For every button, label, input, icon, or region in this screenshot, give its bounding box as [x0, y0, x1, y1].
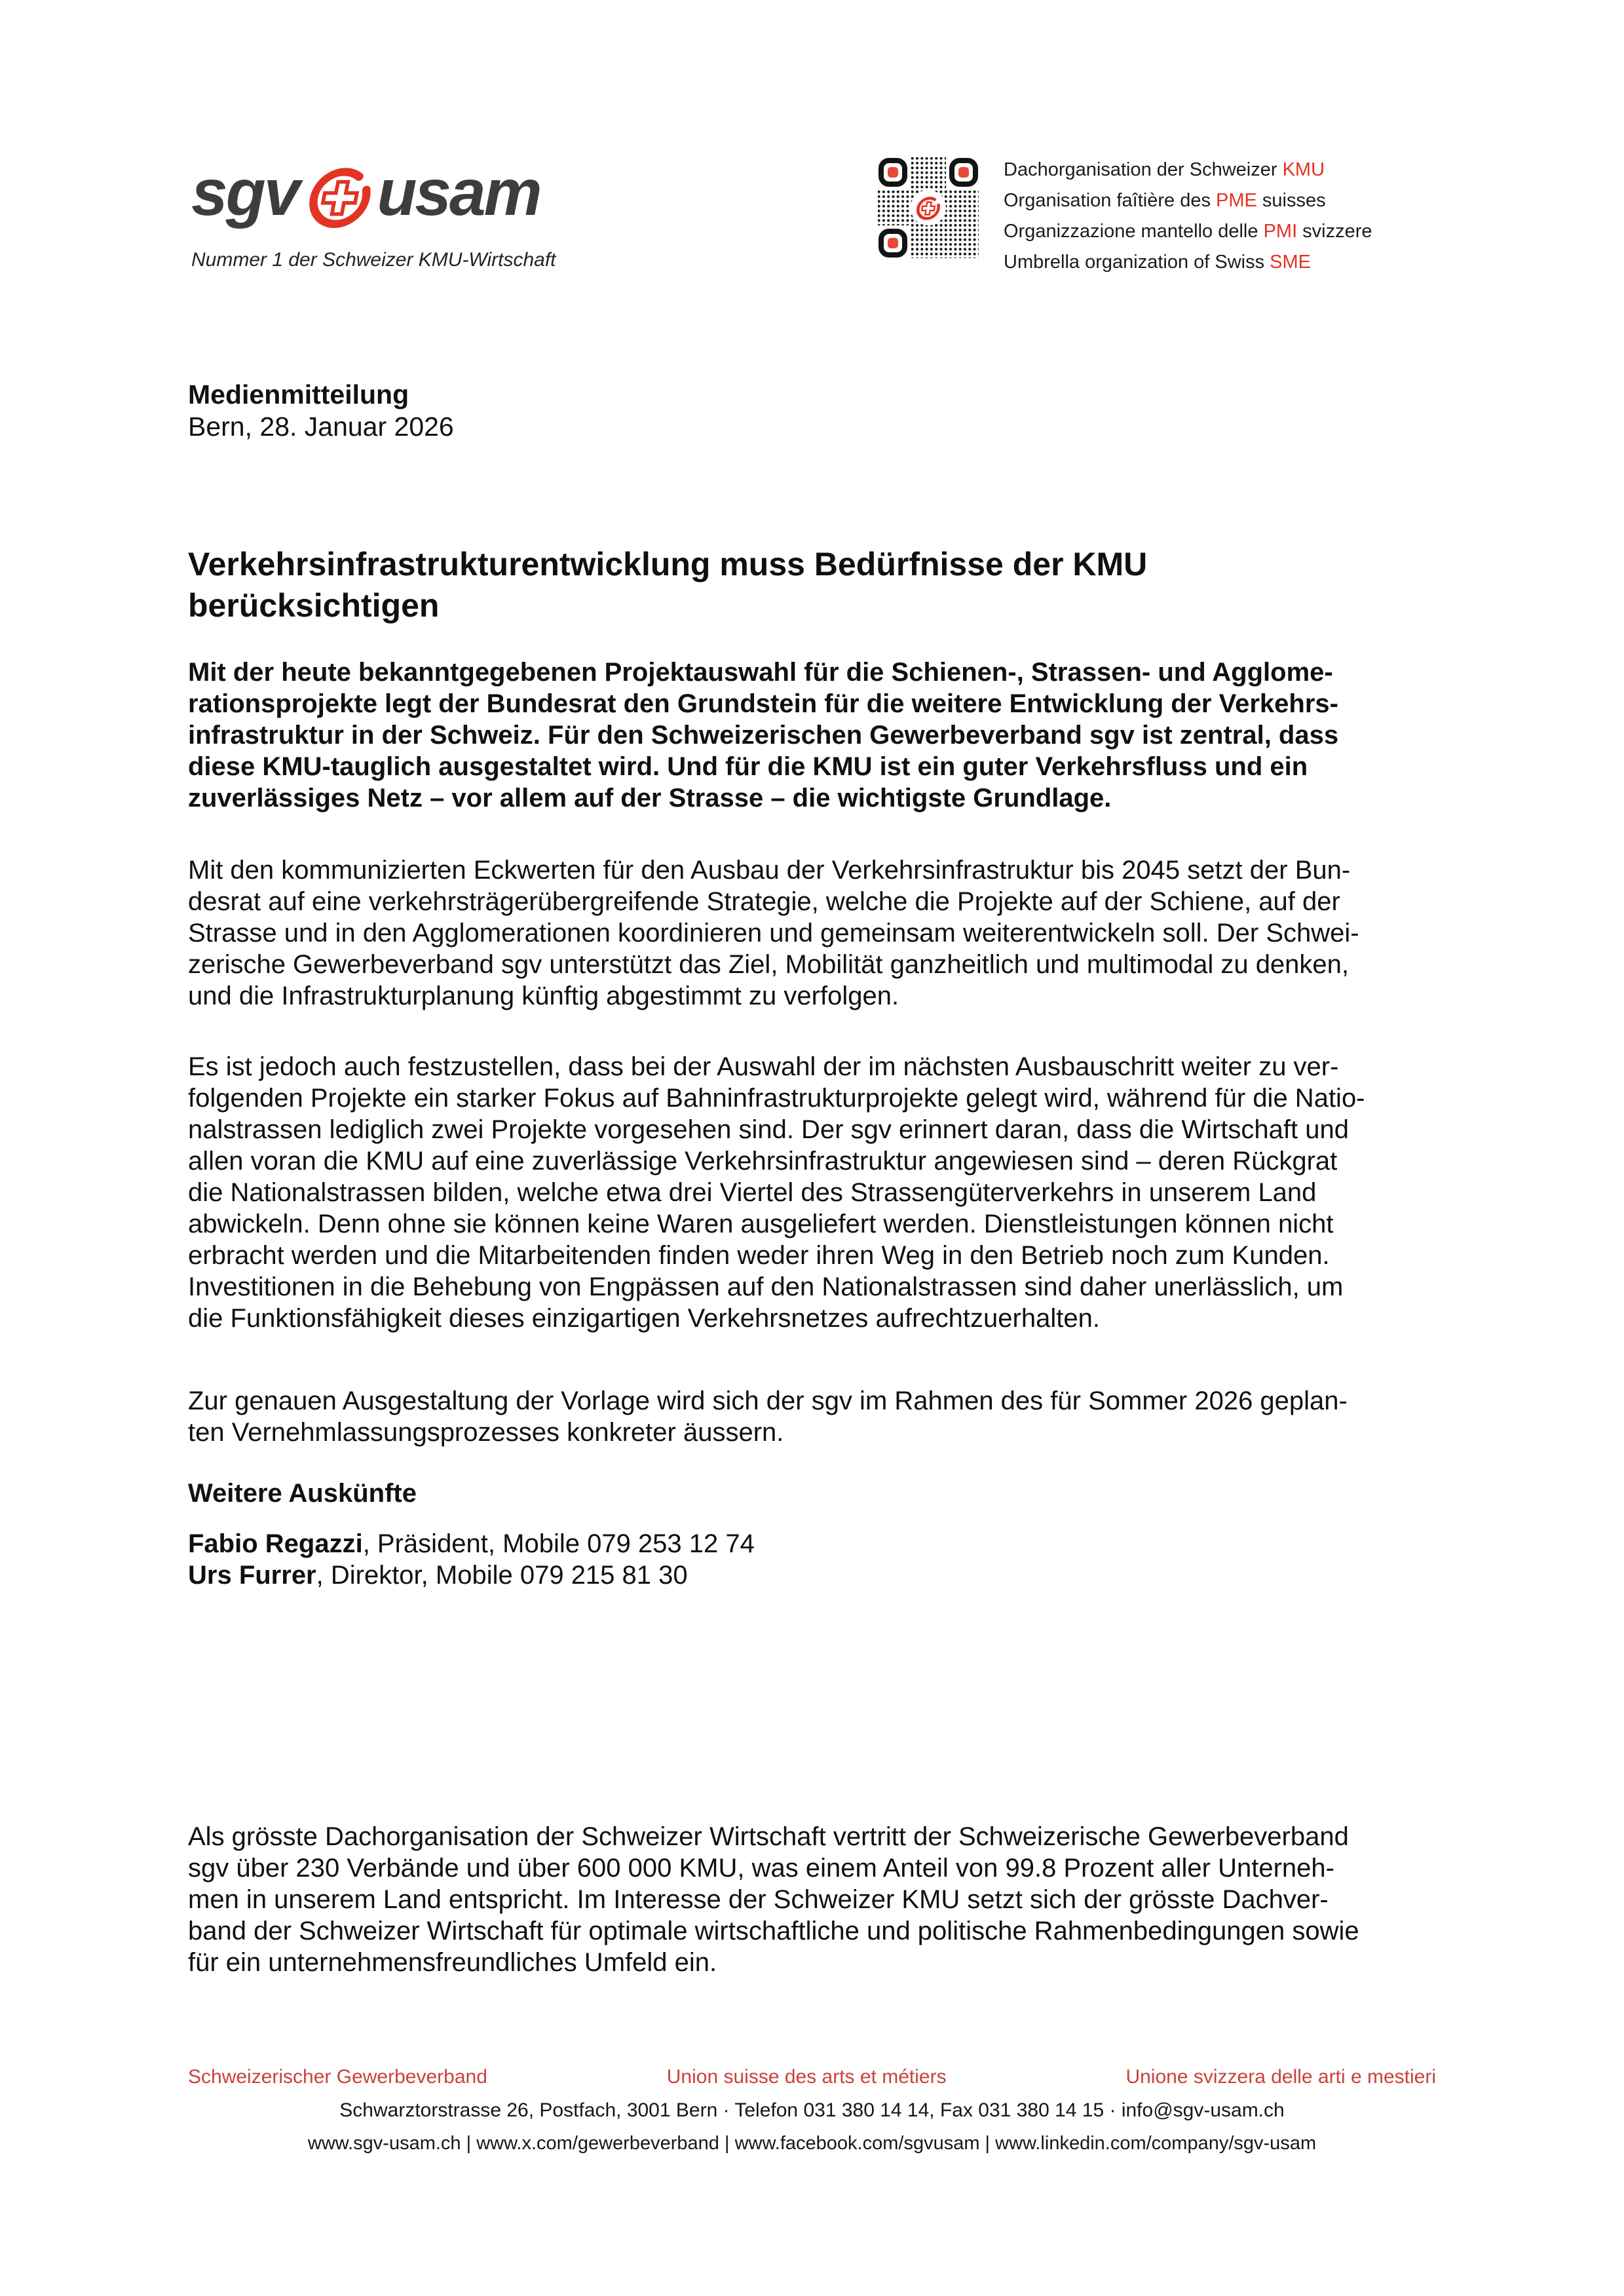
org-line-text: Umbrella organization of Swiss	[1004, 252, 1270, 273]
at-swiss-cross-icon	[305, 161, 373, 240]
text-line: nalstrassen lediglich zwei Projekte vorgesehen sind. Der sgv erinnert daran, dass die Wirtschaft und	[188, 1115, 1349, 1144]
org-line-suffix: suisses	[1256, 190, 1326, 211]
text-line: desrat auf eine verkehrsträgerübergreifende Strategie, welche die Projekte auf der Schiene, auf der	[188, 887, 1340, 916]
org-line-text: Organizzazione mantello delle	[1004, 221, 1264, 242]
logo-text-usam: usam	[377, 156, 540, 229]
text-line: abwickeln. Denn ohne sie können keine Waren ausgeliefert werden. Dienstleistungen können nicht	[188, 1210, 1334, 1238]
text-line: berücksichtigen	[188, 587, 440, 624]
text-line: Mit der heute bekanntgegebenen Projektauswahl für die Schienen-, Strassen- und Agglome-	[188, 658, 1333, 687]
text-line: sgv über 230 Verbände und über 600 000 KMU, was einem Anteil von 99.8 Prozent aller Unterneh-	[188, 1854, 1334, 1883]
body-paragraph-3	[188, 1385, 1348, 1448]
org-line-accent: PMI	[1263, 221, 1298, 242]
org-line-accent: KMU	[1282, 159, 1325, 180]
text-line: folgenden Projekte ein starker Fokus auf Bahninfrastrukturprojekte gelegt wird, während für die Natio-	[188, 1084, 1365, 1113]
logo-tagline: Nummer 1 der Schweizer KMU-Wirtschaft	[191, 249, 556, 271]
sgv-usam-logo	[191, 156, 556, 271]
contact-line	[188, 1528, 755, 1559]
text-line: zuverlässiges Netz – vor allem auf der Strasse – die wichtigste Grundlage.	[188, 784, 1112, 813]
text-line: men in unserem Land entspricht. Im Interesse der Schweizer KMU setzt sich der grösste Dachver-	[188, 1885, 1329, 1914]
org-line-accent: PME	[1216, 190, 1257, 211]
qr-finder-top-left	[881, 161, 905, 184]
boilerplate-paragraph	[188, 1821, 1359, 1978]
org-descriptions	[1004, 155, 1372, 278]
footer-org-it: Unione svizzera delle arti e mestieri	[1125, 2066, 1436, 2088]
org-line-fr	[1004, 185, 1372, 216]
text-line: diese KMU-tauglich ausgestaltet wird. Und für die KMU ist ein guter Verkehrsfluss und ein	[188, 752, 1308, 781]
page-title	[188, 544, 1147, 626]
dateline: Bern, 28. Januar 2026	[188, 411, 454, 442]
text-line: Es ist jedoch auch festzustellen, dass bei der Auswahl der im nächsten Ausbauschritt weiter zu ver-	[188, 1052, 1339, 1081]
text-line: Investitionen in die Behebung von Engpässen auf den Nationalstrassen sind daher unerlässlich, um	[188, 1272, 1344, 1301]
document-meta	[188, 379, 454, 443]
org-line-accent: SME	[1270, 252, 1312, 273]
text-line: Mit den kommunizierten Eckwerten für den Ausbau der Verkehrsinfrastruktur bis 2045 setzt der Bun-	[188, 856, 1351, 885]
text-line: die Funktionsfähigkeit dieses einzigartigen Verkehrsnetzes aufrechtzuerhalten.	[188, 1304, 1100, 1333]
document-type: Medienmitteilung	[188, 379, 409, 410]
text-line: Strasse und in den Agglomerationen koordinieren und gemeinsam weiterentwickeln soll. Der Schwei-	[188, 919, 1359, 947]
contact-name: Urs Furrer	[188, 1561, 316, 1590]
text-line: für ein unternehmensfreundliches Umfeld ein.	[188, 1948, 717, 1977]
footer-address: Schwarztorstrasse 26, Postfach, 3001 Bern · Telefon 031 380 14 14, Fax 031 380 14 15 · info@sgv-usam.ch	[339, 2099, 1285, 2121]
contact-line	[188, 1559, 755, 1591]
contact-details: , Direktor, Mobile 079 215 81 30	[316, 1561, 688, 1590]
lead-paragraph	[188, 657, 1338, 814]
text-line: Zur genauen Ausgestaltung der Vorlage wird sich der sgv im Rahmen des für Sommer 2026 geplan-	[188, 1387, 1348, 1415]
logo-text-sgv: sgv	[191, 156, 299, 229]
text-line: erbracht werden und die Mitarbeitenden finden weder ihren Weg in den Betrieb noch zum Kunden.	[188, 1241, 1330, 1270]
qr-code	[877, 156, 980, 259]
org-line-it	[1004, 216, 1372, 247]
text-line: allen voran die KMU auf eine zuverlässige Verkehrsinfrastruktur angewiesen sind – deren Rückgrat	[188, 1147, 1338, 1176]
contacts-block	[188, 1528, 755, 1591]
footer-web-links[interactable]: www.sgv-usam.ch | www.x.com/gewerbeverband | www.facebook.com/sgvusam | www.linkedin.com/company/sgv-usam	[307, 2133, 1317, 2154]
qr-finder-top-right	[952, 161, 975, 184]
footer-org-names	[188, 2065, 1436, 2089]
body-paragraph-2	[188, 1051, 1365, 1334]
text-line: infrastruktur in der Schweiz. Für den Schweizerischen Gewerbeverband sgv ist zentral, dass	[188, 721, 1339, 750]
org-line-text: Dachorganisation der Schweizer	[1004, 159, 1283, 180]
text-line: ten Vernehmlassungsprozesses konkreter äussern.	[188, 1418, 784, 1447]
org-line-text: Organisation faîtière des	[1004, 190, 1217, 211]
org-line-suffix: svizzere	[1297, 221, 1372, 242]
logo-row	[191, 156, 556, 240]
org-line-de	[1004, 155, 1372, 185]
text-line: zerische Gewerbeverband sgv unterstützt das Ziel, Mobilität ganzheitlich und multimodal zu denken,	[188, 950, 1350, 979]
qr-finder-bottom-left	[881, 231, 905, 255]
contacts-heading: Weitere Auskünfte	[188, 1479, 417, 1508]
text-line: und die Infrastrukturplanung künftig abgestimmt zu verfolgen.	[188, 982, 899, 1010]
contact-details: , Präsident, Mobile 079 253 12 74	[362, 1529, 755, 1558]
footer-org-de: Schweizerischer Gewerbeverband	[188, 2066, 487, 2088]
text-line: Als grösste Dachorganisation der Schweizer Wirtschaft vertritt der Schweizerische Gewerbeverband	[188, 1822, 1349, 1851]
text-line: band der Schweizer Wirtschaft für optimale wirtschaftliche und politische Rahmenbedingungen sowie	[188, 1917, 1359, 1945]
contact-name: Fabio Regazzi	[188, 1529, 363, 1558]
footer-org-fr: Union suisse des arts et métiers	[666, 2066, 947, 2088]
text-line: rationsprojekte legt der Bundesrat den Grundstein für die weitere Entwicklung der Verkehrs-	[188, 689, 1338, 718]
text-line: Verkehrsinfrastrukturentwicklung muss Bedürfnisse der KMU	[188, 546, 1148, 583]
org-line-en	[1004, 247, 1372, 278]
body-paragraph-1	[188, 854, 1359, 1012]
text-line: die Nationalstrassen bilden, welche etwa drei Viertel des Strassengüterverkehrs in unserem Land	[188, 1178, 1317, 1207]
